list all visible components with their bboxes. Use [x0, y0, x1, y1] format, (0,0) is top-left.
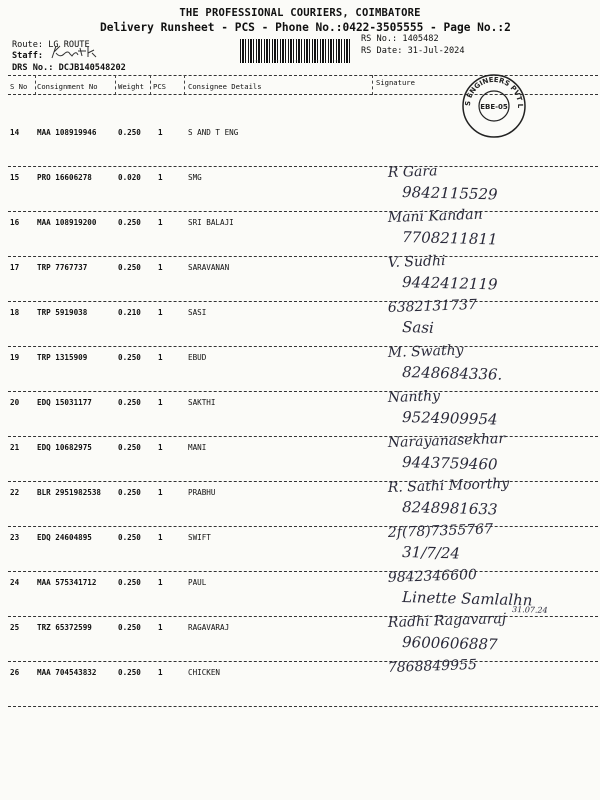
row-consignee: SASI — [188, 308, 207, 317]
row-pcs: 1 — [158, 398, 163, 407]
signature-cell — [372, 658, 596, 704]
route-label: Route: — [12, 40, 44, 50]
col-consignment: Consignment No — [37, 82, 98, 91]
row-sno: 25 — [10, 623, 20, 632]
col-divider — [150, 75, 151, 95]
row-sno: 18 — [10, 308, 20, 317]
row-sno: 23 — [10, 533, 20, 542]
row-pcs: 1 — [158, 533, 163, 542]
handwritten-sig3: 31.07.24 — [511, 605, 548, 615]
row-consignment: PRO 16606278 — [37, 173, 92, 182]
handwritten-sig2: Linette Samlalhn — [401, 588, 533, 610]
signature-cell — [372, 523, 596, 569]
row-weight: 0.250 — [118, 668, 141, 677]
barcode — [240, 39, 352, 63]
row-consignment: MAA 704543832 — [37, 668, 97, 677]
row-consignee: MANI — [188, 443, 207, 452]
signature-cell — [372, 163, 596, 209]
row-pcs: 1 — [158, 443, 163, 452]
signature-cell — [372, 253, 596, 299]
handwritten-sig1: 7868849955 — [387, 656, 478, 676]
row-divider — [8, 706, 598, 707]
col-divider — [115, 75, 116, 95]
handwritten-sig2: Sasi — [401, 318, 435, 337]
stamp-text: S ENGINEERS PVT L — [463, 75, 525, 108]
staff-label: Staff: — [12, 51, 44, 61]
handwritten-sig1: Radhi Ragavaraj — [387, 610, 507, 631]
row-pcs: 1 — [158, 218, 163, 227]
row-weight: 0.250 — [118, 398, 141, 407]
row-consignment: MAA 108919200 — [37, 218, 97, 227]
row-sno: 24 — [10, 578, 20, 587]
row-weight: 0.250 — [118, 263, 141, 272]
row-consignment: TRP 5919038 — [37, 308, 88, 317]
staff-line — [12, 51, 43, 61]
row-consignee: EBUD — [188, 353, 207, 362]
row-weight: 0.250 — [118, 533, 141, 542]
signature-cell — [372, 343, 596, 389]
drs-line — [12, 63, 126, 73]
row-consignment: EDQ 10682975 — [37, 443, 92, 452]
handwritten-sig2: 9842115529 — [401, 183, 498, 204]
row-sno: 20 — [10, 398, 20, 407]
handwritten-sig1: R. Sathi Moorthy — [387, 475, 510, 496]
handwritten-sig2: 9600606887 — [401, 633, 498, 654]
row-sno: 19 — [10, 353, 20, 362]
drs-value: DCJB140548202 — [58, 63, 126, 73]
row-consignment: TRZ 65372599 — [37, 623, 92, 632]
row-pcs: 1 — [158, 128, 163, 137]
runsheet-subtitle: Delivery Runsheet - PCS - Phone No.:0422-3505555 - Page No.:2 — [100, 21, 511, 34]
handwritten-sig1: Narayanasekhar — [387, 430, 506, 451]
col-divider — [184, 75, 185, 95]
col-divider — [35, 75, 36, 95]
row-consignment: BLR 2951982538 — [37, 488, 102, 497]
row-consignee: PAUL — [188, 578, 207, 587]
row-consignee: SMG — [188, 173, 202, 182]
col-signature: Signature — [376, 78, 415, 87]
handwritten-sig2: 8248684336. — [401, 363, 503, 384]
rs-date-line — [361, 46, 465, 56]
handwritten-sig2: 7708211811 — [401, 228, 498, 249]
handwritten-sig1: M. Swathy — [387, 342, 464, 361]
row-pcs: 1 — [158, 173, 163, 182]
stamp-center-text: EBE-05 — [480, 103, 508, 111]
staff-signature — [48, 42, 128, 64]
col-consignee: Consignee Details — [188, 82, 262, 91]
row-consignee: SWIFT — [188, 533, 211, 542]
row-pcs: 1 — [158, 263, 163, 272]
handwritten-sig1: R Gara — [387, 163, 438, 181]
row-consignee: SAKTHI — [188, 398, 216, 407]
row-pcs: 1 — [158, 353, 163, 362]
rs-no-label: RS No.: — [361, 34, 398, 44]
company-stamp — [460, 72, 528, 140]
signature-cell — [372, 208, 596, 254]
handwritten-sig1: V. Sudhi — [387, 252, 446, 271]
signature-cell — [372, 475, 596, 524]
col-pcs: PCS — [153, 82, 166, 91]
row-pcs: 1 — [158, 578, 163, 587]
row-consignment: TRP 1315909 — [37, 353, 88, 362]
handwritten-sig2: 9443759460 — [401, 453, 498, 474]
row-consignment: MAA 108919946 — [37, 128, 97, 137]
rs-date-value: 31-Jul-2024 — [407, 46, 465, 56]
row-weight: 0.250 — [118, 443, 141, 452]
row-weight: 0.210 — [118, 308, 141, 317]
row-sno: 26 — [10, 668, 20, 677]
rs-date-label: RS Date: — [361, 46, 403, 56]
col-divider — [372, 75, 373, 95]
handwritten-sig1: 2f(78)7355767 — [387, 521, 494, 541]
handwritten-sig2: 9524909954 — [401, 408, 498, 429]
handwritten-sig2: 31/7/24 — [401, 543, 461, 563]
drs-label: DRS No.: — [12, 63, 54, 73]
row-pcs: 1 — [158, 308, 163, 317]
rs-no-value: 1405482 — [402, 34, 439, 44]
row-consignment: TRP 7767737 — [37, 263, 88, 272]
signature-cell — [372, 430, 596, 479]
handwritten-sig1: Nanthy — [387, 388, 441, 406]
row-sno: 21 — [10, 443, 20, 452]
signature-cell — [372, 568, 596, 614]
row-weight: 0.250 — [118, 623, 141, 632]
row-consignee: S AND T ENG — [188, 128, 239, 137]
row-consignee: SARAVANAN — [188, 263, 230, 272]
signature-cell — [372, 388, 596, 434]
handwritten-sig1: 6382131737 — [387, 296, 478, 316]
row-weight: 0.250 — [118, 488, 141, 497]
row-consignment: EDQ 24604895 — [37, 533, 92, 542]
row-consignee: RAGAVARAJ — [188, 623, 230, 632]
row-sno: 14 — [10, 128, 20, 137]
row-weight: 0.250 — [118, 128, 141, 137]
row-pcs: 1 — [158, 623, 163, 632]
row-pcs: 1 — [158, 488, 163, 497]
col-weight: Weight — [118, 82, 144, 91]
handwritten-sig1: Mani Kandan — [387, 206, 483, 226]
row-weight: 0.250 — [118, 578, 141, 587]
row-consignee: SRI BALAJI — [188, 218, 234, 227]
row-sno: 22 — [10, 488, 20, 497]
row-sno: 16 — [10, 218, 20, 227]
row-consignment: MAA 575341712 — [37, 578, 97, 587]
row-sno: 17 — [10, 263, 20, 272]
route-value: LG ROUTE — [48, 40, 90, 50]
handwritten-sig2: 9442412119 — [401, 273, 498, 294]
row-consignee: PRABHU — [188, 488, 216, 497]
row-sno: 15 — [10, 173, 20, 182]
signature-cell — [372, 298, 596, 344]
company-title: THE PROFESSIONAL COURIERS, COIMBATORE — [179, 7, 421, 19]
row-weight: 0.250 — [118, 353, 141, 362]
col-sno: S No — [10, 82, 28, 91]
row-weight: 0.020 — [118, 173, 141, 182]
row-weight: 0.250 — [118, 218, 141, 227]
handwritten-sig1: 9842346600 — [387, 566, 478, 586]
row-consignment: EDQ 15031177 — [37, 398, 92, 407]
row-consignee: CHICKEN — [188, 668, 221, 677]
handwritten-sig2: 8248981633 — [401, 498, 498, 519]
rs-no-line — [361, 34, 439, 44]
row-pcs: 1 — [158, 668, 163, 677]
